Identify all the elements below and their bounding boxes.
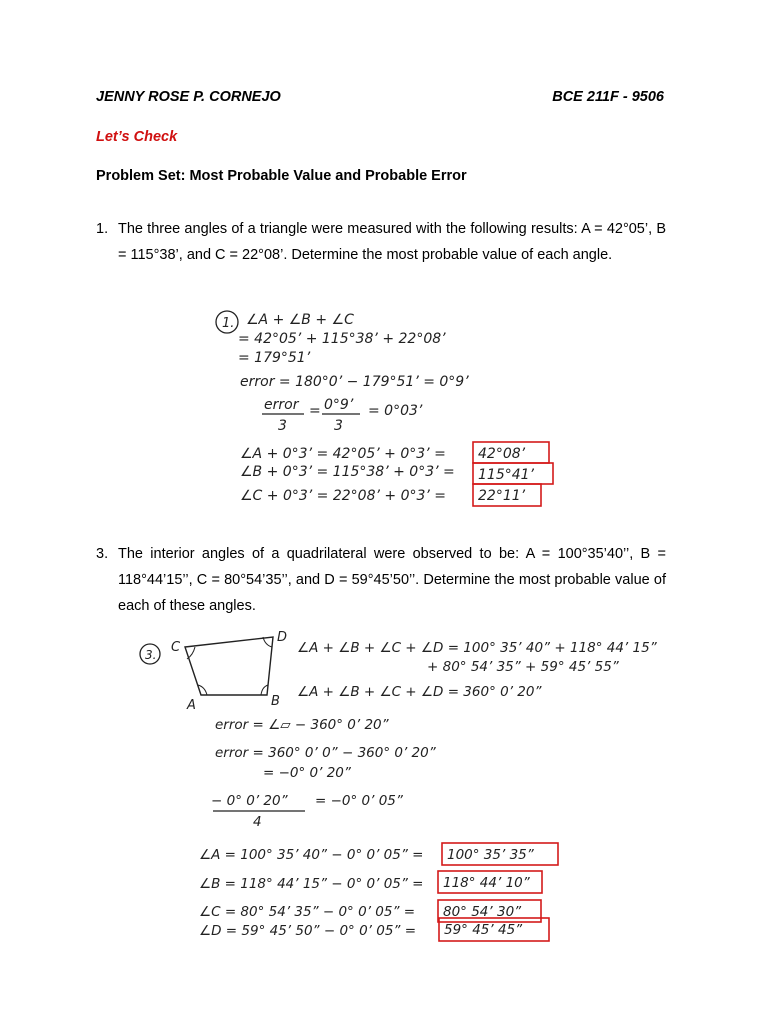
problem-number: 3. xyxy=(96,546,109,562)
answer-c: 22°11’ xyxy=(478,488,526,504)
equals-sign: = xyxy=(309,403,321,419)
answer-a: 100° 35’ 35” xyxy=(447,847,534,863)
problem-1 xyxy=(96,216,666,268)
work-label: 1. xyxy=(222,316,235,331)
vertex-d: D xyxy=(277,630,288,645)
work-line: ∠A + ∠B + ∠C + ∠D = 360° 0’ 20” xyxy=(297,684,542,700)
answer-c: 80° 54’ 30” xyxy=(443,904,522,920)
vertex-a: A xyxy=(187,698,196,713)
section-label: Let’s Check xyxy=(96,129,178,145)
result-expression: ∠B + 0°3’ = 115°38’ + 0°3’ = xyxy=(240,464,455,480)
fraction-denominator: 3 xyxy=(334,418,343,434)
problem-text: The three angles of a triangle were measured with the following results: A = 42°05’, B = 115°38’, and C = 22°08’. Determine the most probable value of each angle. xyxy=(118,221,666,263)
answer-a: 42°08’ xyxy=(478,446,526,462)
fraction-denominator: 4 xyxy=(253,814,262,830)
result-expression: ∠A = 100° 35’ 40” − 0° 0’ 05” = xyxy=(199,847,424,863)
problem-text: The interior angles of a quadrilateral were observed to be: A = 100°35’40’’, B = 118°44’15’’, C = 80°54’35’’, and D = 59°45’50’’. Determine the most probable value of each of these angles. xyxy=(118,546,666,614)
answer-d: 59° 45’ 45” xyxy=(444,922,523,938)
fraction-numerator: − 0° 0’ 20” xyxy=(211,793,288,809)
vertex-b: B xyxy=(271,694,280,709)
fraction-result: = 0°03’ xyxy=(368,403,423,419)
work-line: error = 360° 0’ 0” − 360° 0’ 20” xyxy=(215,745,436,761)
answer-b: 118° 44’ 10” xyxy=(443,875,530,891)
problem-number: 1. xyxy=(96,221,109,237)
course-code: BCE 211F - 9506 xyxy=(552,89,664,105)
handwritten-solution-3 xyxy=(135,625,657,945)
work-line: = 179°51’ xyxy=(238,350,311,366)
work-line: = 42°05’ + 115°38’ + 22°08’ xyxy=(238,331,446,347)
fraction-denominator: 3 xyxy=(278,418,287,434)
problem-set-title: Problem Set: Most Probable Value and Probable Error xyxy=(96,168,467,184)
work-line: ∠A + ∠B + ∠C xyxy=(246,312,354,328)
vertex-c: C xyxy=(171,640,181,655)
fraction-result: = −0° 0’ 05” xyxy=(315,793,403,809)
fraction-numerator: 0°9’ xyxy=(324,397,354,413)
quadrilateral-diagram xyxy=(171,630,287,713)
work-line: = −0° 0’ 20” xyxy=(263,765,351,781)
work-line: + 80° 54’ 35” + 59° 45’ 55” xyxy=(427,659,619,675)
answer-b: 115°41’ xyxy=(478,467,534,483)
result-expression: ∠C = 80° 54’ 35” − 0° 0’ 05” = xyxy=(199,904,416,920)
fraction-numerator: error xyxy=(264,397,299,413)
problem-3 xyxy=(96,541,666,619)
work-label: 3. xyxy=(145,648,157,662)
student-name: JENNY ROSE P. CORNEJO xyxy=(96,89,281,105)
work-line: error = 180°0’ − 179°51’ = 0°9’ xyxy=(240,374,469,390)
result-expression: ∠C + 0°3’ = 22°08’ + 0°3’ = xyxy=(240,488,447,504)
work-line: ∠A + ∠B + ∠C + ∠D = 100° 35’ 40” + 118° 44’ 15” xyxy=(297,640,657,656)
work-line: error = ∠▱ − 360° 0’ 20” xyxy=(215,717,389,733)
handwritten-solution-1 xyxy=(200,300,580,530)
result-expression: ∠D = 59° 45’ 50” − 0° 0’ 05” = xyxy=(199,923,417,939)
result-expression: ∠A + 0°3’ = 42°05’ + 0°3’ = xyxy=(240,446,446,462)
document-header xyxy=(96,89,664,111)
result-expression: ∠B = 118° 44’ 15” − 0° 0’ 05” = xyxy=(199,876,424,892)
